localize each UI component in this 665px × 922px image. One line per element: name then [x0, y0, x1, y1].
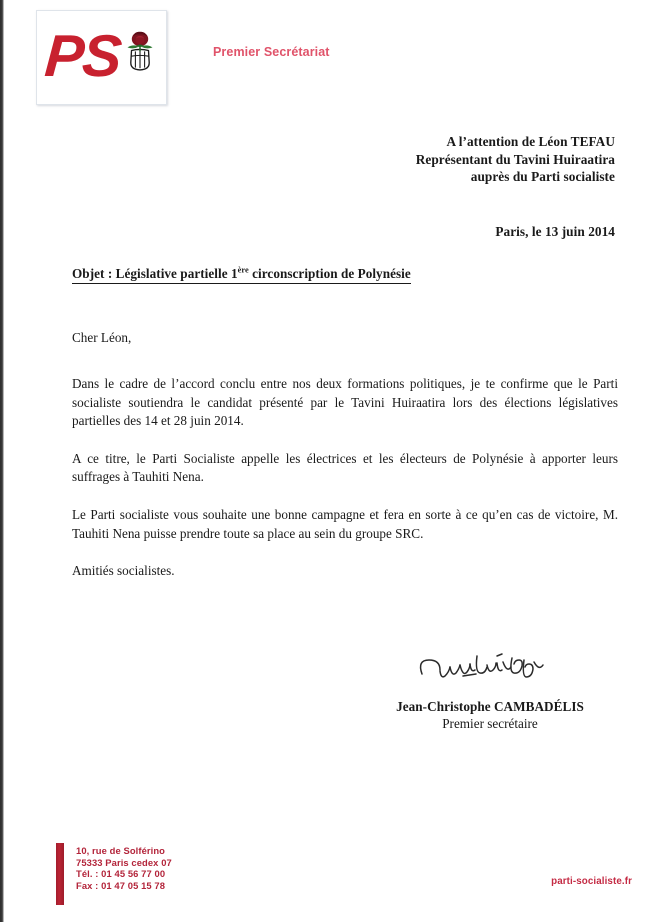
body-paragraph: A ce titre, le Parti Socialiste appelle les électrices et les électeurs de Polynésie à apporter leurs suffrages à Tauhiti Nena.: [72, 450, 618, 485]
footer-address: [76, 845, 172, 891]
date-line: Paris, le 13 juin 2014: [495, 224, 615, 239]
ps-logo-text: PS: [42, 23, 123, 89]
subject-line: [72, 266, 411, 284]
footer-website: parti-socialiste.fr: [551, 876, 632, 887]
body-paragraph: Dans le cadre de l’accord conclu entre nos deux formations politiques, je te confirme que le Parti socialiste soutiendra le candidat présenté par le Tavini Huiraatira lors des élections législatives partielles des 14 et 28 juin 2014.: [72, 376, 618, 429]
recipient-line-1: A l’attention de Léon TEFAU: [446, 134, 615, 149]
body-paragraph: Le Parti socialiste vous souhaite une bonne campagne et fera en sorte à ce qu’en cas de victoire, M. Tauhiti Nena puisse prendre toute sa place au sein du groupe SRC.: [72, 506, 618, 541]
subject-superscript: ère: [237, 265, 249, 275]
footer-phone: Tél. : 01 45 56 77 00: [76, 868, 166, 880]
footer-street: 10, rue de Solférino: [76, 845, 166, 856]
handwritten-signature-icon: [345, 652, 635, 694]
subject-suffix: circonscription de Polynésie: [248, 266, 411, 281]
recipient-block: [185, 133, 615, 186]
salutation: Cher Léon,: [72, 330, 132, 345]
scan-edge-artifact: [0, 0, 4, 922]
recipient-line-3: auprès du Parti socialiste: [470, 169, 615, 184]
footer-city: 75333 Paris cedex 07: [76, 856, 172, 868]
body-paragraph: Amitiés socialistes.: [72, 563, 175, 579]
footer-fax: Fax : 01 47 05 15 78: [76, 879, 166, 891]
rose-and-fist-icon: [124, 28, 156, 76]
letter-body: [72, 375, 618, 581]
signature-block: [345, 652, 635, 732]
subject-prefix: Objet : Législative partielle 1: [72, 266, 238, 281]
signatory-name: Jean-Christophe CAMBADÉLIS: [396, 699, 584, 714]
letterhead-title: Premier Secrétariat: [213, 45, 330, 59]
letterhead-logo: [36, 10, 330, 107]
footer-accent-bar: [56, 843, 64, 905]
recipient-line-2: Représentant du Tavini Huiraatira: [415, 151, 615, 167]
signatory-role: Premier secrétaire: [442, 716, 538, 731]
